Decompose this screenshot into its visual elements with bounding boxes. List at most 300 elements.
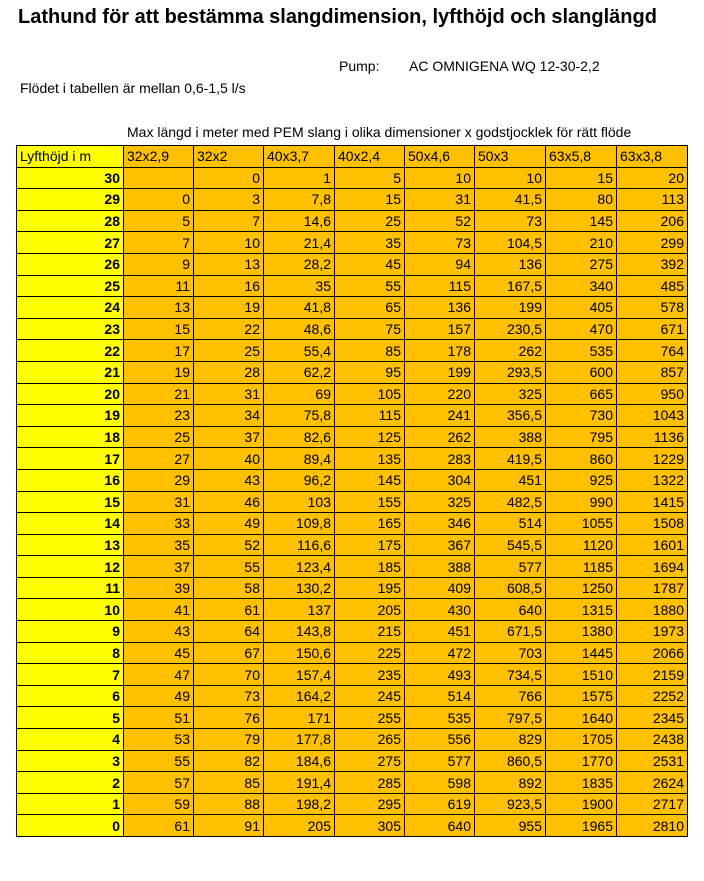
max-length-cell: 25: [335, 210, 405, 232]
lift-height-cell: 28: [17, 210, 124, 232]
table-row: [17, 189, 688, 211]
max-length-cell: 41: [124, 599, 194, 621]
hose-length-table: [16, 145, 688, 837]
max-length-cell: 55: [194, 556, 264, 578]
table-row: [17, 232, 688, 254]
max-length-cell: 356,5: [475, 405, 546, 427]
max-length-cell: 829: [475, 729, 546, 751]
max-length-cell: 1185: [546, 556, 617, 578]
max-length-cell: 125: [335, 426, 405, 448]
column-header-dimension: 32x2,9: [124, 146, 194, 168]
lift-height-cell: 7: [17, 664, 124, 686]
max-length-cell: 764: [617, 340, 688, 362]
max-length-cell: 578: [617, 297, 688, 319]
lift-height-cell: 2: [17, 772, 124, 794]
max-length-cell: 388: [405, 556, 475, 578]
max-length-cell: 157: [405, 318, 475, 340]
max-length-cell: 545,5: [475, 534, 546, 556]
table-row: [17, 210, 688, 232]
max-length-cell: 19: [194, 297, 264, 319]
max-length-cell: 535: [546, 340, 617, 362]
max-length-cell: 43: [124, 621, 194, 643]
max-length-cell: 405: [546, 297, 617, 319]
max-length-cell: 671,5: [475, 621, 546, 643]
max-length-cell: 10: [405, 167, 475, 189]
max-length-cell: 69: [264, 383, 335, 405]
max-length-cell: 514: [475, 513, 546, 535]
table-row: [17, 685, 688, 707]
max-length-cell: 62,2: [264, 361, 335, 383]
max-length-cell: 1770: [546, 750, 617, 772]
max-length-cell: 28,2: [264, 253, 335, 275]
max-length-cell: 13: [194, 253, 264, 275]
max-length-cell: 955: [475, 815, 546, 837]
max-length-cell: 94: [405, 253, 475, 275]
max-length-cell: 1380: [546, 621, 617, 643]
lift-height-cell: 14: [17, 513, 124, 535]
column-header-dimension: 63x5,8: [546, 146, 617, 168]
lift-height-cell: 19: [17, 405, 124, 427]
max-length-cell: 116,6: [264, 534, 335, 556]
max-length-cell: 215: [335, 621, 405, 643]
max-length-cell: 577: [475, 556, 546, 578]
lift-height-cell: 8: [17, 642, 124, 664]
max-length-cell: 262: [405, 426, 475, 448]
max-length-cell: 2531: [617, 750, 688, 772]
max-length-cell: 367: [405, 534, 475, 556]
max-length-cell: 22: [194, 318, 264, 340]
max-length-cell: 47: [124, 664, 194, 686]
max-length-cell: 135: [335, 448, 405, 470]
max-length-cell: 37: [194, 426, 264, 448]
max-length-cell: 230,5: [475, 318, 546, 340]
max-length-cell: 556: [405, 729, 475, 751]
max-length-cell: 1965: [546, 815, 617, 837]
max-length-cell: 91: [194, 815, 264, 837]
lift-height-cell: 15: [17, 491, 124, 513]
max-length-cell: 185: [335, 556, 405, 578]
max-length-cell: 419,5: [475, 448, 546, 470]
max-length-cell: 11: [124, 275, 194, 297]
max-length-cell: 795: [546, 426, 617, 448]
max-length-cell: 923,5: [475, 793, 546, 815]
max-length-cell: 28: [194, 361, 264, 383]
max-length-cell: 35: [264, 275, 335, 297]
max-length-cell: 325: [475, 383, 546, 405]
max-length-cell: 143,8: [264, 621, 335, 643]
max-length-cell: 145: [335, 469, 405, 491]
max-length-cell: 45: [335, 253, 405, 275]
max-length-cell: 2252: [617, 685, 688, 707]
max-length-cell: 7: [194, 210, 264, 232]
table-row: [17, 599, 688, 621]
max-length-cell: 1835: [546, 772, 617, 794]
max-length-cell: 25: [124, 426, 194, 448]
max-length-cell: 16: [194, 275, 264, 297]
max-length-cell: 105: [335, 383, 405, 405]
max-length-cell: 75,8: [264, 405, 335, 427]
table-row: [17, 793, 688, 815]
max-length-cell: 210: [546, 232, 617, 254]
lift-height-cell: 6: [17, 685, 124, 707]
max-length-cell: 205: [335, 599, 405, 621]
max-length-cell: 29: [124, 469, 194, 491]
max-length-cell: 1575: [546, 685, 617, 707]
max-length-cell: 766: [475, 685, 546, 707]
table-row: [17, 642, 688, 664]
max-length-cell: 85: [335, 340, 405, 362]
max-length-cell: 73: [194, 685, 264, 707]
lift-height-cell: 23: [17, 318, 124, 340]
lift-height-cell: 12: [17, 556, 124, 578]
table-row: [17, 815, 688, 837]
table-row: [17, 318, 688, 340]
max-length-cell: 55: [124, 750, 194, 772]
column-header-lift-height: Lyfthöjd i m: [17, 146, 124, 168]
max-length-cell: 145: [546, 210, 617, 232]
max-length-cell: 703: [475, 642, 546, 664]
max-length-cell: 53: [124, 729, 194, 751]
max-length-cell: 640: [405, 815, 475, 837]
max-length-cell: 482,5: [475, 491, 546, 513]
column-header-dimension: 50x4,6: [405, 146, 475, 168]
lift-height-cell: 30: [17, 167, 124, 189]
max-length-cell: 76: [194, 707, 264, 729]
max-length-cell: 31: [405, 189, 475, 211]
max-length-cell: 1229: [617, 448, 688, 470]
max-length-cell: 1510: [546, 664, 617, 686]
max-length-cell: 167,5: [475, 275, 546, 297]
column-header-dimension: 50x3: [475, 146, 546, 168]
max-length-cell: 2159: [617, 664, 688, 686]
max-length-cell: 295: [335, 793, 405, 815]
max-length-cell: 31: [124, 491, 194, 513]
max-length-cell: [124, 167, 194, 189]
max-length-cell: 82: [194, 750, 264, 772]
lift-height-cell: 22: [17, 340, 124, 362]
max-length-cell: 27: [124, 448, 194, 470]
max-length-cell: 10: [194, 232, 264, 254]
max-length-cell: 7: [124, 232, 194, 254]
max-length-cell: 59: [124, 793, 194, 815]
table-row: [17, 469, 688, 491]
max-length-cell: 35: [335, 232, 405, 254]
max-length-cell: 990: [546, 491, 617, 513]
lift-height-cell: 21: [17, 361, 124, 383]
max-length-cell: 89,4: [264, 448, 335, 470]
lift-height-cell: 4: [17, 729, 124, 751]
max-length-cell: 245: [335, 685, 405, 707]
max-length-cell: 82,6: [264, 426, 335, 448]
max-length-cell: 14,6: [264, 210, 335, 232]
table-row: [17, 491, 688, 513]
lift-height-cell: 20: [17, 383, 124, 405]
max-length-cell: 2066: [617, 642, 688, 664]
max-length-cell: 275: [546, 253, 617, 275]
max-length-cell: 136: [405, 297, 475, 319]
table-row: [17, 253, 688, 275]
max-length-cell: 52: [405, 210, 475, 232]
max-length-cell: 2717: [617, 793, 688, 815]
column-header-dimension: 40x3,7: [264, 146, 335, 168]
max-length-cell: 150,6: [264, 642, 335, 664]
max-length-cell: 9: [124, 253, 194, 275]
flow-note: Flödet i tabellen är mellan 0,6-1,5 l/s: [20, 80, 246, 96]
max-length-cell: 1250: [546, 577, 617, 599]
max-length-cell: 49: [194, 513, 264, 535]
max-length-cell: 73: [475, 210, 546, 232]
max-length-cell: 67: [194, 642, 264, 664]
table-row: [17, 513, 688, 535]
max-length-cell: 598: [405, 772, 475, 794]
max-length-cell: 619: [405, 793, 475, 815]
max-length-cell: 175: [335, 534, 405, 556]
max-length-cell: 96,2: [264, 469, 335, 491]
max-length-cell: 1445: [546, 642, 617, 664]
max-length-cell: 451: [405, 621, 475, 643]
max-length-cell: 577: [405, 750, 475, 772]
max-length-cell: 797,5: [475, 707, 546, 729]
max-length-cell: 325: [405, 491, 475, 513]
max-length-cell: 451: [475, 469, 546, 491]
lift-height-cell: 0: [17, 815, 124, 837]
max-length-cell: 388: [475, 426, 546, 448]
table-row: [17, 707, 688, 729]
max-length-cell: 155: [335, 491, 405, 513]
table-row: [17, 750, 688, 772]
max-length-cell: 41,8: [264, 297, 335, 319]
max-length-cell: 220: [405, 383, 475, 405]
max-length-cell: 2624: [617, 772, 688, 794]
max-length-cell: 2345: [617, 707, 688, 729]
max-length-cell: 48,6: [264, 318, 335, 340]
max-length-cell: 493: [405, 664, 475, 686]
max-length-cell: 925: [546, 469, 617, 491]
max-length-cell: 130,2: [264, 577, 335, 599]
max-length-cell: 46: [194, 491, 264, 513]
max-length-cell: 305: [335, 815, 405, 837]
pump-model: AC OMNIGENA WQ 12-30-2,2: [409, 58, 600, 74]
column-header-dimension: 40x2,4: [335, 146, 405, 168]
max-length-cell: 860,5: [475, 750, 546, 772]
table-row: [17, 577, 688, 599]
max-length-cell: 39: [124, 577, 194, 599]
max-length-cell: 1880: [617, 599, 688, 621]
lift-height-cell: 11: [17, 577, 124, 599]
max-length-cell: 23: [124, 405, 194, 427]
max-length-cell: 88: [194, 793, 264, 815]
max-length-cell: 199: [405, 361, 475, 383]
max-length-cell: 1601: [617, 534, 688, 556]
column-header-dimension: 32x2: [194, 146, 264, 168]
max-length-cell: 165: [335, 513, 405, 535]
max-length-cell: 75: [335, 318, 405, 340]
max-length-cell: 535: [405, 707, 475, 729]
table-row: [17, 448, 688, 470]
max-length-cell: 70: [194, 664, 264, 686]
max-length-cell: 1694: [617, 556, 688, 578]
max-length-cell: 950: [617, 383, 688, 405]
max-length-cell: 55: [335, 275, 405, 297]
table-row: [17, 621, 688, 643]
lift-height-cell: 27: [17, 232, 124, 254]
max-length-cell: 285: [335, 772, 405, 794]
max-length-cell: 15: [335, 189, 405, 211]
max-length-cell: 671: [617, 318, 688, 340]
max-length-cell: 1: [264, 167, 335, 189]
max-length-cell: 37: [124, 556, 194, 578]
max-length-cell: 1508: [617, 513, 688, 535]
table-row: [17, 534, 688, 556]
max-length-cell: 392: [617, 253, 688, 275]
max-length-cell: 17: [124, 340, 194, 362]
max-length-cell: 15: [546, 167, 617, 189]
max-length-cell: 35: [124, 534, 194, 556]
max-length-cell: 198,2: [264, 793, 335, 815]
max-length-cell: 31: [194, 383, 264, 405]
lift-height-cell: 9: [17, 621, 124, 643]
max-length-cell: 115: [405, 275, 475, 297]
max-length-cell: 265: [335, 729, 405, 751]
max-length-cell: 19: [124, 361, 194, 383]
max-length-cell: 730: [546, 405, 617, 427]
max-length-cell: 103: [264, 491, 335, 513]
table-row: [17, 405, 688, 427]
max-length-cell: 41,5: [475, 189, 546, 211]
max-length-cell: 262: [475, 340, 546, 362]
max-length-cell: 275: [335, 750, 405, 772]
max-length-cell: 13: [124, 297, 194, 319]
max-length-cell: 1640: [546, 707, 617, 729]
max-length-cell: 21,4: [264, 232, 335, 254]
max-length-cell: 33: [124, 513, 194, 535]
max-length-cell: 73: [405, 232, 475, 254]
lift-height-cell: 3: [17, 750, 124, 772]
max-length-cell: 40: [194, 448, 264, 470]
max-length-cell: 15: [124, 318, 194, 340]
max-length-cell: 43: [194, 469, 264, 491]
max-length-cell: 514: [405, 685, 475, 707]
max-length-cell: 64: [194, 621, 264, 643]
max-length-cell: 177,8: [264, 729, 335, 751]
max-length-cell: 113: [617, 189, 688, 211]
max-length-cell: 1055: [546, 513, 617, 535]
lift-height-cell: 24: [17, 297, 124, 319]
max-length-cell: 346: [405, 513, 475, 535]
max-length-cell: 115: [335, 405, 405, 427]
max-length-cell: 3: [194, 189, 264, 211]
lift-height-cell: 5: [17, 707, 124, 729]
max-length-cell: 293,5: [475, 361, 546, 383]
max-length-cell: 734,5: [475, 664, 546, 686]
max-length-cell: 470: [546, 318, 617, 340]
lift-height-cell: 13: [17, 534, 124, 556]
max-length-cell: 52: [194, 534, 264, 556]
max-length-cell: 1787: [617, 577, 688, 599]
max-length-cell: 1136: [617, 426, 688, 448]
max-length-cell: 95: [335, 361, 405, 383]
max-length-cell: 5: [335, 167, 405, 189]
max-length-cell: 61: [124, 815, 194, 837]
max-length-cell: 1043: [617, 405, 688, 427]
table-row: [17, 361, 688, 383]
table-row: [17, 340, 688, 362]
table-row: [17, 297, 688, 319]
max-length-cell: 1415: [617, 491, 688, 513]
max-length-cell: 55,4: [264, 340, 335, 362]
max-length-cell: 45: [124, 642, 194, 664]
table-row: [17, 167, 688, 189]
max-length-cell: 34: [194, 405, 264, 427]
lift-height-cell: 10: [17, 599, 124, 621]
max-length-cell: 178: [405, 340, 475, 362]
max-length-cell: 184,6: [264, 750, 335, 772]
table-row: [17, 275, 688, 297]
max-length-cell: 1120: [546, 534, 617, 556]
max-length-cell: 57: [124, 772, 194, 794]
max-length-cell: 1705: [546, 729, 617, 751]
max-length-cell: 195: [335, 577, 405, 599]
table-row: [17, 664, 688, 686]
table-row: [17, 772, 688, 794]
max-length-cell: 123,4: [264, 556, 335, 578]
table-row: [17, 556, 688, 578]
max-length-cell: 10: [475, 167, 546, 189]
max-length-cell: 409: [405, 577, 475, 599]
lift-height-cell: 26: [17, 253, 124, 275]
max-length-cell: 85: [194, 772, 264, 794]
max-length-cell: 20: [617, 167, 688, 189]
max-length-cell: 136: [475, 253, 546, 275]
max-length-cell: 21: [124, 383, 194, 405]
table-header-row: [17, 146, 688, 168]
max-length-cell: 640: [475, 599, 546, 621]
pump-label: Pump:: [339, 58, 380, 74]
max-length-cell: 225: [335, 642, 405, 664]
table-row: [17, 729, 688, 751]
max-length-cell: 205: [264, 815, 335, 837]
page-title: Lathund för att bestämma slangdimension, lyfthöjd och slanglängd: [18, 6, 657, 28]
max-length-cell: 283: [405, 448, 475, 470]
max-length-cell: 191,4: [264, 772, 335, 794]
max-length-cell: 157,4: [264, 664, 335, 686]
max-length-cell: 80: [546, 189, 617, 211]
max-length-cell: 241: [405, 405, 475, 427]
max-length-cell: 600: [546, 361, 617, 383]
max-length-cell: 235: [335, 664, 405, 686]
lift-height-cell: 18: [17, 426, 124, 448]
max-length-cell: 137: [264, 599, 335, 621]
max-length-cell: 857: [617, 361, 688, 383]
max-length-cell: 61: [194, 599, 264, 621]
max-length-cell: 51: [124, 707, 194, 729]
max-length-cell: 104,5: [475, 232, 546, 254]
max-length-cell: 58: [194, 577, 264, 599]
max-length-cell: 1315: [546, 599, 617, 621]
lift-height-cell: 25: [17, 275, 124, 297]
column-header-dimension: 63x3,8: [617, 146, 688, 168]
max-length-cell: 299: [617, 232, 688, 254]
max-length-cell: 892: [475, 772, 546, 794]
max-length-cell: 65: [335, 297, 405, 319]
max-length-cell: 79: [194, 729, 264, 751]
max-length-cell: 860: [546, 448, 617, 470]
max-length-cell: 1973: [617, 621, 688, 643]
max-length-cell: 5: [124, 210, 194, 232]
max-length-cell: 49: [124, 685, 194, 707]
table-caption: Max längd i meter med PEM slang i olika dimensioner x godstjocklek för rätt flöde: [127, 124, 632, 140]
max-length-cell: 665: [546, 383, 617, 405]
